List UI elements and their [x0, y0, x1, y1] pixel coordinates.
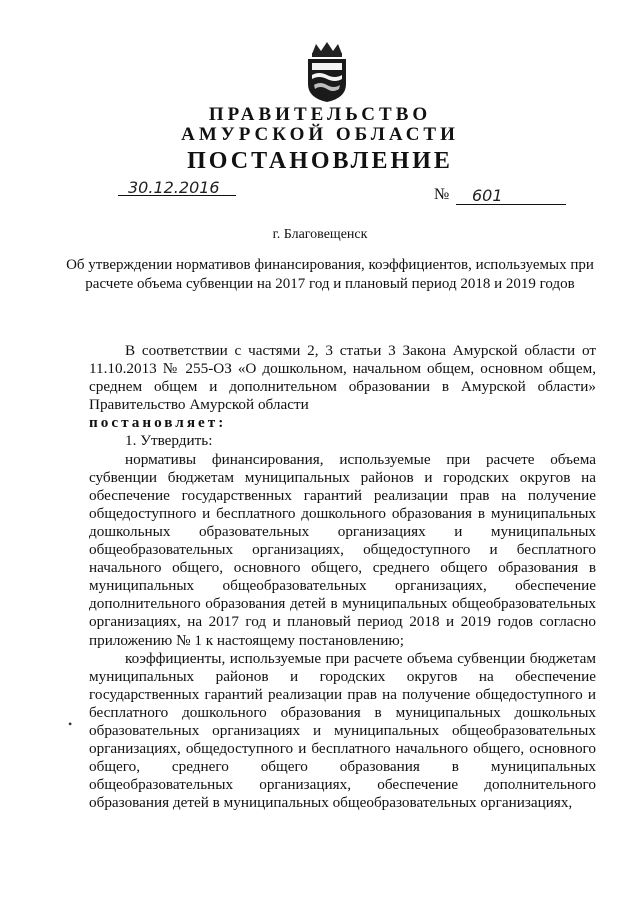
number-underline: [456, 204, 566, 205]
document-city: г. Благовещенск: [272, 227, 368, 242]
margin-mark: •: [68, 717, 73, 731]
number-label: №: [434, 186, 450, 203]
org-name-line2: АМУРСКОЙ ОБЛАСТИ: [181, 124, 459, 145]
resolves-heading: постановляет:: [89, 414, 227, 432]
date-underline: [118, 195, 236, 196]
norms-paragraph: нормативы финансирования, используемые при расчете объема субвенции бюджетам муниципальных районов и городских округов на обеспечение государственных гарантий реализации прав на получение общедоступного и бесплатного дошкольного образования в муниципальных дошкольных образовательных организациях и муниципальных общеобразовательных организациях, общедоступного и бесплатного начального общего, основного общего, среднего общего образования в муниципальных общеобразовательных организациях, обеспечение дополнительного образования детей в муниципальных общеобразовательных организациях, на 2017 год и плановый период 2018 и 2019 годов согласно приложению № 1 к настоящему постановлению;: [89, 450, 596, 649]
coat-of-arms-icon: [302, 40, 352, 104]
document-title: Об утверждении нормативов финансирования, коэффициентов, используемых при расчете объема субвенции на 2017 год и плановый период 2018 и 2019 годов: [66, 257, 594, 292]
document-number: 601: [472, 186, 503, 205]
document-type: ПОСТАНОВЛЕНИЕ: [187, 148, 453, 174]
item-1: 1. Утвердить:: [125, 432, 213, 450]
org-name-line1: ПРАВИТЕЛЬСТВО: [208, 104, 432, 125]
document-body: [89, 342, 596, 812]
preamble-paragraph: В соответствии с частями 2, 3 статьи 3 Закона Амурской области от 11.10.2013 № 255-ОЗ «О дошкольном, начальном общем, основном общем, среднем общем и дополнительном образовании в Амурской области» Правительство Амурской области: [89, 342, 596, 414]
coefficients-paragraph: коэффициенты, используемые при расчете объема субвенции бюджетам муниципальных районов и городских округов на обеспечение государственных гарантий реализации прав на получение общедоступного и бесплатного дошкольного образования в муниципальных дошкольных образовательных организациях и муниципальных общеобразовательных организациях, общедоступного и бесплатного начального общего, основного общего, среднего общего образования в муниципальных общеобразовательных организациях, обеспечение дополнительного образования детей в муниципальных общеобразовательных организациях,: [89, 649, 596, 812]
document-date: 30.12.2016: [128, 178, 220, 197]
